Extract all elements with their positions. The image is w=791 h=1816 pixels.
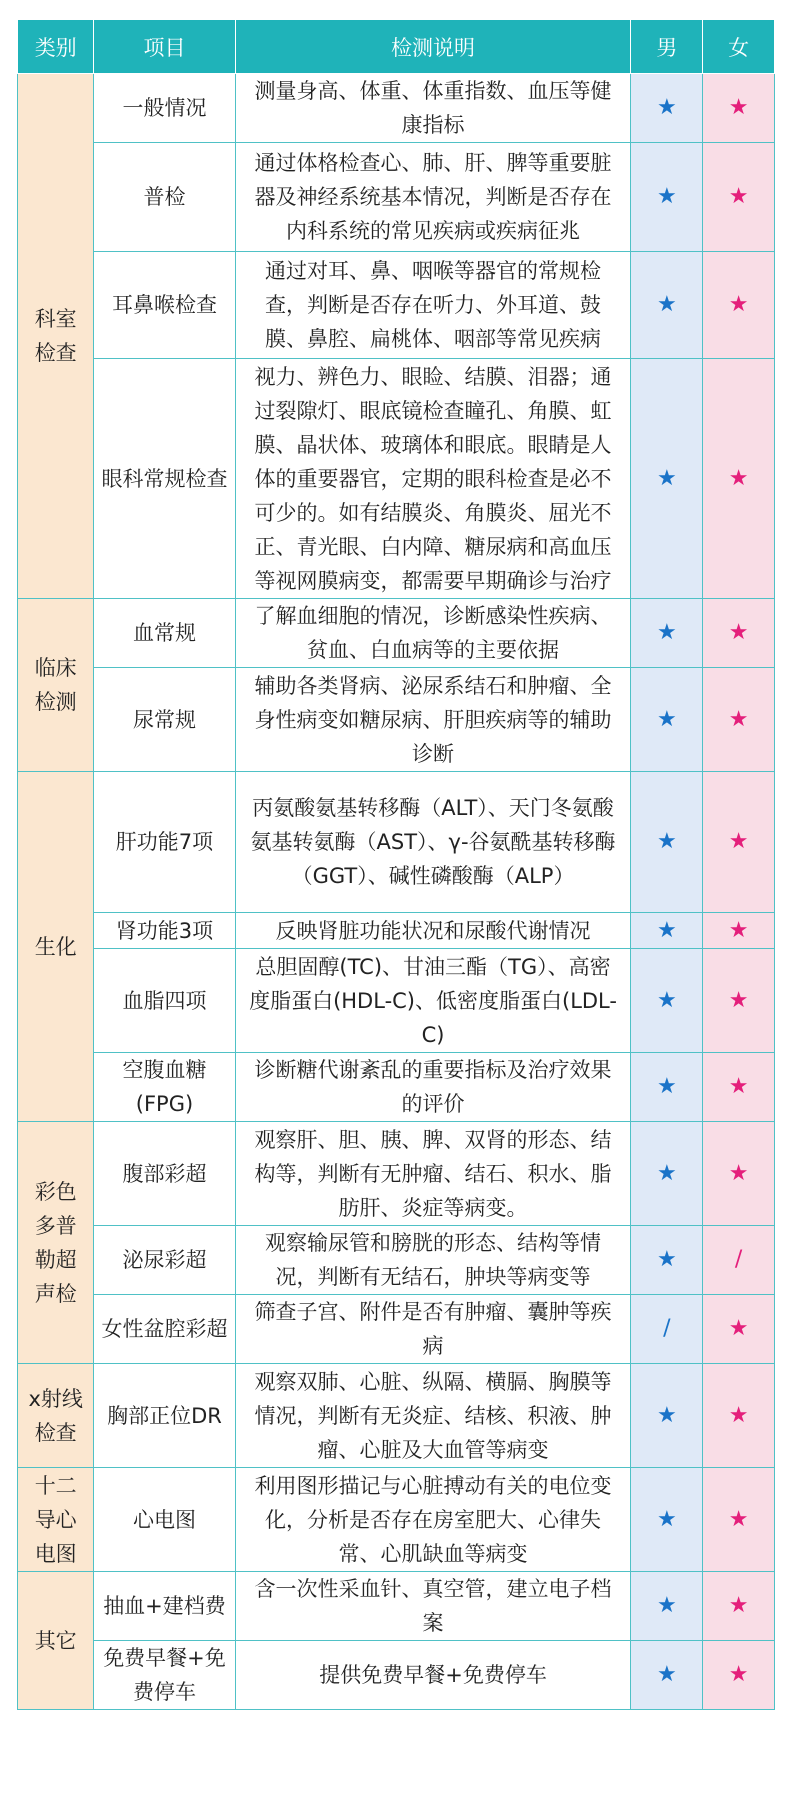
category-cell: 十二 导心 电图 <box>18 1468 94 1572</box>
table-row <box>18 1053 775 1122</box>
female-mark: ★ <box>703 1364 775 1468</box>
description-cell: 含一次性采血针、真空管，建立电子档案 <box>235 1572 631 1641</box>
female-mark: ★ <box>703 668 775 772</box>
male-mark: ★ <box>631 1468 703 1572</box>
header-category: 类别 <box>18 20 94 74</box>
table-row <box>18 949 775 1053</box>
item-cell: 肝功能7项 <box>94 772 235 913</box>
table-row <box>18 913 775 949</box>
male-mark: ★ <box>631 599 703 668</box>
female-mark: ★ <box>703 1295 775 1364</box>
male-mark: ★ <box>631 143 703 252</box>
description-cell: 观察输尿管和膀胱的形态、结构等情况，判断有无结石，肿块等病变等 <box>235 1226 631 1295</box>
description-cell: 利用图形描记与心脏搏动有关的电位变化，分析是否存在房室肥大、心律失常、心肌缺血等病变 <box>235 1468 631 1572</box>
table-row <box>18 1364 775 1468</box>
category-cell: 彩色 多普 勒超 声检 <box>18 1122 94 1364</box>
description-cell: 通过对耳、鼻、咽喉等器官的常规检查，判断是否存在听力、外耳道、鼓膜、鼻腔、扁桃体、咽部等常见疾病 <box>235 252 631 359</box>
exam-items-table <box>17 19 775 1710</box>
item-cell: 眼科常规检查 <box>94 359 235 599</box>
table-row <box>18 1572 775 1641</box>
table-header-row <box>18 20 775 74</box>
item-cell: 肾功能3项 <box>94 913 235 949</box>
description-cell: 提供免费早餐+免费停车 <box>235 1641 631 1710</box>
item-cell: 一般情况 <box>94 74 235 143</box>
item-cell: 女性盆腔彩超 <box>94 1295 235 1364</box>
male-mark: ★ <box>631 913 703 949</box>
male-mark: ★ <box>631 1364 703 1468</box>
table-row <box>18 252 775 359</box>
table-row <box>18 668 775 772</box>
category-cell: x射线 检查 <box>18 1364 94 1468</box>
table-row <box>18 772 775 913</box>
header-description: 检测说明 <box>235 20 631 74</box>
female-mark: ★ <box>703 1053 775 1122</box>
description-cell: 视力、辨色力、眼睑、结膜、泪器；通过裂隙灯、眼底镜检查瞳孔、角膜、虹膜、晶状体、玻璃体和眼底。眼睛是人体的重要器官，定期的眼科检查是必不可少的。如有结膜炎、角膜炎、屈光不正、青光眼、白内障、糖尿病和高血压等视网膜病变，都需要早期确诊与治疗 <box>235 359 631 599</box>
male-mark: ★ <box>631 949 703 1053</box>
table-row <box>18 599 775 668</box>
header-male: 男 <box>631 20 703 74</box>
description-cell: 通过体格检查心、肺、肝、脾等重要脏器及神经系统基本情况，判断是否存在内科系统的常见疾病或疾病征兆 <box>235 143 631 252</box>
category-cell: 科室 检查 <box>18 74 94 599</box>
description-cell: 观察肝、胆、胰、脾、双肾的形态、结构等，判断有无肿瘤、结石、积水、脂肪肝、炎症等病变。 <box>235 1122 631 1226</box>
female-mark: ★ <box>703 1122 775 1226</box>
female-mark: ★ <box>703 772 775 913</box>
category-cell: 临床 检测 <box>18 599 94 772</box>
male-mark: ★ <box>631 1641 703 1710</box>
male-mark: ★ <box>631 668 703 772</box>
female-mark: / <box>703 1226 775 1295</box>
male-mark: ★ <box>631 359 703 599</box>
table-row <box>18 1468 775 1572</box>
header-item: 项目 <box>94 20 235 74</box>
female-mark: ★ <box>703 913 775 949</box>
male-mark: ★ <box>631 74 703 143</box>
female-mark: ★ <box>703 599 775 668</box>
female-mark: ★ <box>703 359 775 599</box>
item-cell: 空腹血糖(FPG) <box>94 1053 235 1122</box>
item-cell: 心电图 <box>94 1468 235 1572</box>
male-mark: ★ <box>631 772 703 913</box>
table-row <box>18 1122 775 1226</box>
item-cell: 泌尿彩超 <box>94 1226 235 1295</box>
description-cell: 诊断糖代谢紊乱的重要指标及治疗效果的评价 <box>235 1053 631 1122</box>
male-mark: ★ <box>631 1226 703 1295</box>
table-row <box>18 1226 775 1295</box>
item-cell: 免费早餐+免费停车 <box>94 1641 235 1710</box>
category-cell: 其它 <box>18 1572 94 1710</box>
item-cell: 抽血+建档费 <box>94 1572 235 1641</box>
description-cell: 了解血细胞的情况，诊断感染性疾病、贫血、白血病等的主要依据 <box>235 599 631 668</box>
description-cell: 反映肾脏功能状况和尿酸代谢情况 <box>235 913 631 949</box>
description-cell: 观察双肺、心脏、纵隔、横膈、胸膜等情况，判断有无炎症、结核、积液、肿瘤、心脏及大血管等病变 <box>235 1364 631 1468</box>
item-cell: 普检 <box>94 143 235 252</box>
male-mark: ★ <box>631 1572 703 1641</box>
item-cell: 血常规 <box>94 599 235 668</box>
female-mark: ★ <box>703 252 775 359</box>
description-cell: 总胆固醇(TC)、甘油三酯（TG）、高密度脂蛋白(HDL-C)、低密度脂蛋白(LDL-C) <box>235 949 631 1053</box>
description-cell: 辅助各类肾病、泌尿系结石和肿瘤、全身性病变如糖尿病、肝胆疾病等的辅助诊断 <box>235 668 631 772</box>
description-cell: 筛查子宫、附件是否有肿瘤、囊肿等疾病 <box>235 1295 631 1364</box>
item-cell: 耳鼻喉检查 <box>94 252 235 359</box>
description-cell: 丙氨酸氨基转移酶（ALT）、天门冬氨酸氨基转氨酶（AST）、γ-谷氨酰基转移酶（GGT）、碱性磷酸酶（ALP） <box>235 772 631 913</box>
male-mark: / <box>631 1295 703 1364</box>
female-mark: ★ <box>703 1468 775 1572</box>
male-mark: ★ <box>631 1122 703 1226</box>
item-cell: 胸部正位DR <box>94 1364 235 1468</box>
female-mark: ★ <box>703 1572 775 1641</box>
table-row <box>18 143 775 252</box>
item-cell: 血脂四项 <box>94 949 235 1053</box>
male-mark: ★ <box>631 1053 703 1122</box>
header-female: 女 <box>703 20 775 74</box>
male-mark: ★ <box>631 252 703 359</box>
female-mark: ★ <box>703 143 775 252</box>
item-cell: 腹部彩超 <box>94 1122 235 1226</box>
category-cell: 生化 <box>18 772 94 1122</box>
table-row <box>18 74 775 143</box>
table-row <box>18 359 775 599</box>
table-row <box>18 1641 775 1710</box>
female-mark: ★ <box>703 1641 775 1710</box>
item-cell: 尿常规 <box>94 668 235 772</box>
female-mark: ★ <box>703 74 775 143</box>
description-cell: 测量身高、体重、体重指数、血压等健康指标 <box>235 74 631 143</box>
table-row <box>18 1295 775 1364</box>
female-mark: ★ <box>703 949 775 1053</box>
